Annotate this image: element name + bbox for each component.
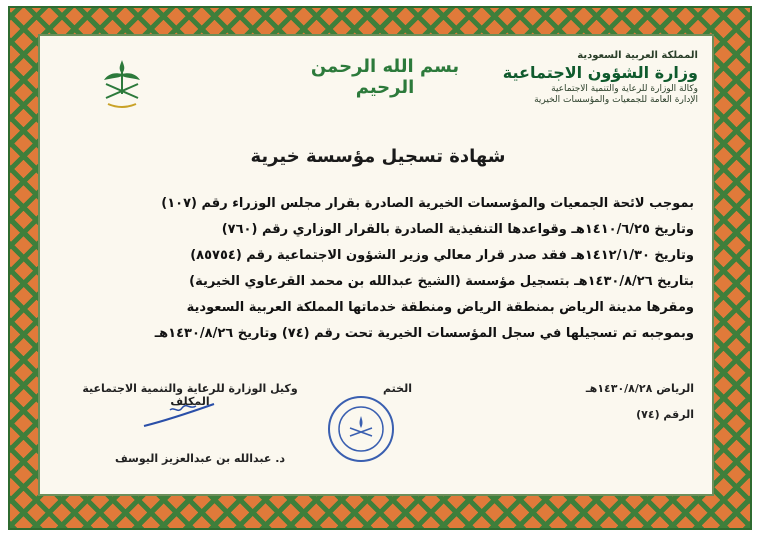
saudi-emblem-icon <box>92 54 152 114</box>
issue-date: الرياض ١٤٣٠/٨/٢٨هـ <box>585 382 694 395</box>
certificate-paper <box>38 34 714 496</box>
certificate-title: شهادة تسجيل مؤسسة خيرية <box>250 146 506 167</box>
seal-label: الختم <box>383 382 412 395</box>
registration-number: الرقم (٧٤) <box>636 408 694 421</box>
signatory-name: د. عبدالله بن عبدالعزيز اليوسف <box>114 452 286 465</box>
official-stamp-icon <box>326 394 396 464</box>
certificate-line-1: بموجب لائحة الجمعيات والمؤسسات الخيرية الصادرة بقرار مجلس الوزراء رقم (١٠٧) <box>161 196 694 211</box>
certificate-line-6: وبموجبه تم تسجيلها في سجل المؤسسات الخيرية تحت رقم (٧٤) وتاريخ ١٤٣٠/٨/٢٦هـ <box>154 326 694 341</box>
agency-name: وكالة الوزارة للرعاية والتنمية الاجتماعية <box>551 84 698 94</box>
certificate-line-3: وتاريخ ١٤١٢/١/٣٠هـ فقد صدر قرار معالي وزير الشؤون الاجتماعية رقم (٨٥٧٥٤) <box>190 248 694 263</box>
certificate-line-4: بتاريخ ١٤٣٠/٨/٢٦هـ بتسجيل مؤسسة (الشيخ عبدالله بن محمد القرعاوي الخيرية) <box>189 274 694 289</box>
ministry-name: وزارة الشؤون الاجتماعية <box>502 63 698 82</box>
signatory-title: وكيل الوزارة للرعاية والتنمية الاجتماعية المكلف <box>82 382 298 408</box>
certificate-line-2: وتاريخ ١٤١٠/٦/٢٥هـ وقواعدها التنفيذية الصادرة بالقرار الوزاري رقم (٧٦٠) <box>221 222 694 237</box>
basmala-calligraphy: بسم الله الرحمن الرحيم <box>310 56 460 98</box>
kingdom-name: المملكة العربية السعودية <box>577 50 698 61</box>
signature-icon <box>140 396 220 436</box>
ministry-header <box>468 50 698 105</box>
certificate-line-5: ومقرها مدينة الرياض بمنطقة الرياض ومنطقة خدماتها المملكة العربية السعودية <box>186 300 694 315</box>
department-name: الإدارة العامة للجمعيات والمؤسسات الخيرية <box>534 95 698 105</box>
